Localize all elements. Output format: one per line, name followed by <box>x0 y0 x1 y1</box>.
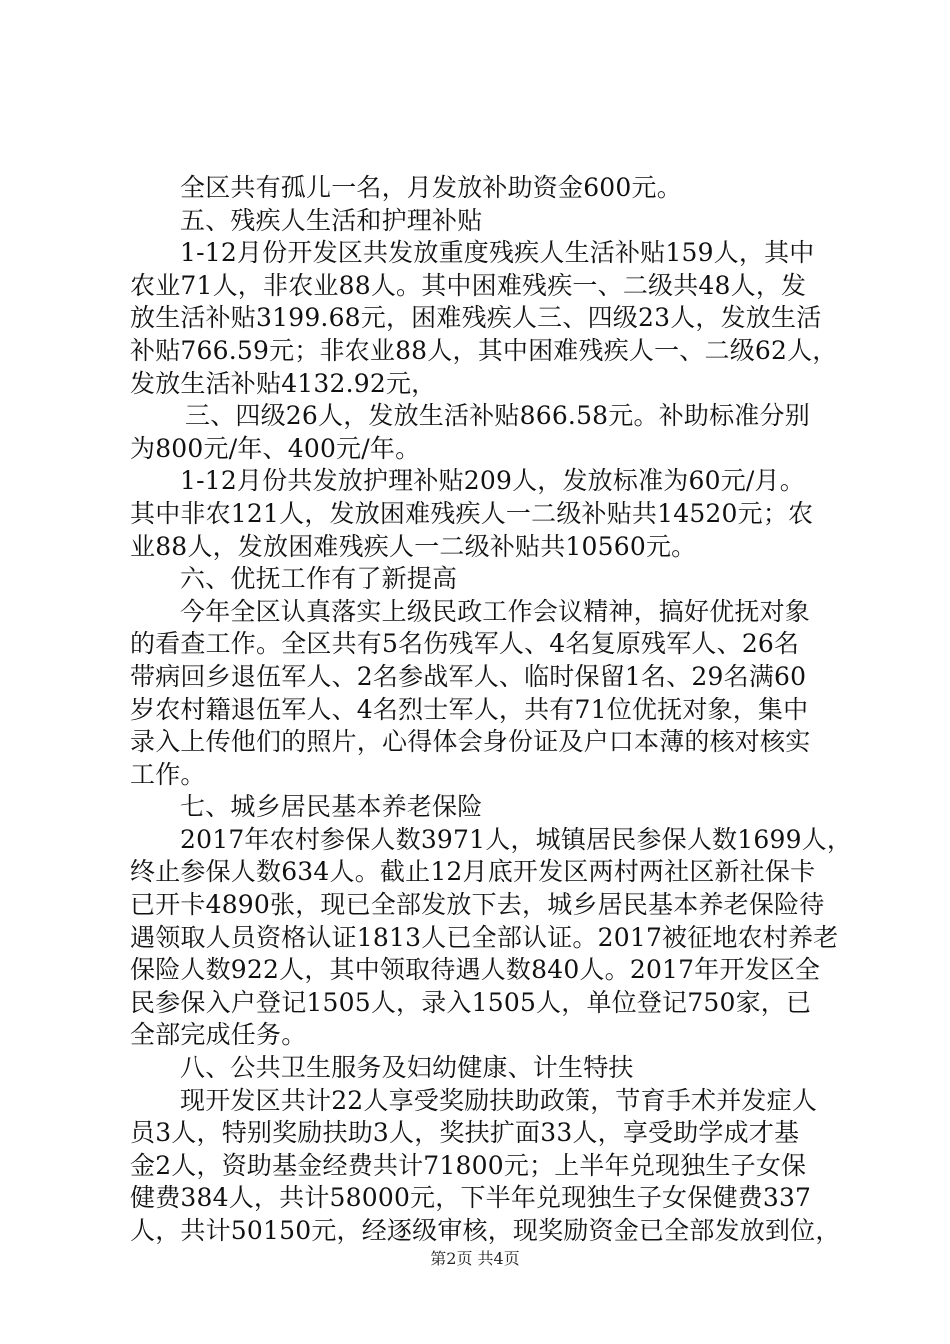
text-line: 三、四级26人，发放生活补贴866.58元。补助标准分别 <box>185 401 810 431</box>
text-line: 员3人，特别奖励扶助3人，奖扶扩面33人，享受助学成才基 <box>130 1118 800 1148</box>
text-line: 今年全区认真落实上级民政工作会议精神，搞好优抚对象 <box>180 596 811 626</box>
text-line: 补贴766.59元；非农业88人，其中困难残疾人一、二级62人， <box>130 335 838 365</box>
section-heading: 六、优抚工作有了新提高 <box>180 564 458 594</box>
text-line: 终止参保人数634人。截止12月底开发区两村两社区新社保卡 <box>130 857 816 887</box>
text-line: 农业71人，非农业88人。其中困难残疾一、二级共48人，发 <box>130 270 807 300</box>
section-heading: 八、公共卫生服务及妇幼健康、计生特扶 <box>180 1053 634 1083</box>
text-line: 金2人，资助基金经费共计71800元；上半年兑现独生子女保 <box>130 1150 807 1180</box>
text-line: 发放生活补贴4132.92元， <box>130 368 437 398</box>
text-line: 民参保入户登记1505人，录入1505人，单位登记750家，已 <box>130 987 812 1017</box>
text-line: 1-12月份开发区共发放重度残疾人生活补贴159人，其中 <box>180 238 815 268</box>
text-line: 工作。 <box>130 759 206 789</box>
text-line: 全部完成任务。 <box>130 1020 307 1050</box>
text-line: 已开卡4890张，现已全部发放下去，城乡居民基本养老保险待 <box>130 890 825 920</box>
section-heading: 七、城乡居民基本养老保险 <box>180 792 483 822</box>
document-body <box>130 172 853 1248</box>
page-number: 第2页 共4页 <box>430 1249 520 1268</box>
text-line: 录入上传他们的照片，心得体会身份证及户口本薄的核对核实 <box>130 727 811 757</box>
text-line: 现开发区共计22人享受奖励扶助政策，节育手术并发症人 <box>180 1085 818 1115</box>
text-line: 的看查工作。全区共有5名伤残军人、4名复原残军人、26名 <box>130 629 800 659</box>
text-line: 遇领取人员资格认证1813人已全部认证。2017被征地农村养老 <box>130 922 839 952</box>
text-line: 其中非农121人，发放困难残疾人一二级补贴共14520元；农 <box>130 498 814 528</box>
text-line: 保险人数922人，其中领取待遇人数840人。2017年开发区全 <box>130 955 821 985</box>
text-line: 带病回乡退伍军人、2名参战军人、临时保留1名、29名满60 <box>130 661 807 691</box>
text-line: 放生活补贴3199.68元，困难残疾人三、四级23人，发放生活 <box>130 303 822 333</box>
text-line: 2017年农村参保人数3971人，城镇居民参保人数1699人， <box>180 824 853 854</box>
text-line: 1-12月份共发放护理补贴209人，发放标准为60元/月。 <box>180 466 805 496</box>
text-line: 业88人，发放困难残疾人一二级补贴共10560元。 <box>130 531 697 561</box>
text-line: 岁农村籍退伍军人、4名烈士军人，共有71位优抚对象，集中 <box>130 694 809 724</box>
text-line: 为800元/年、400元/年。 <box>130 433 421 463</box>
text-line: 全区共有孤儿一名，月发放补助资金600元。 <box>180 173 682 202</box>
text-line: 人，共计50150元，经逐级审核，现奖励资金已全部发放到位， <box>130 1216 841 1245</box>
section-heading: 五、残疾人生活和护理补贴 <box>180 205 483 235</box>
text-line: 健费384人，共计58000元，下半年兑现独生子女保健费337 <box>130 1183 812 1213</box>
